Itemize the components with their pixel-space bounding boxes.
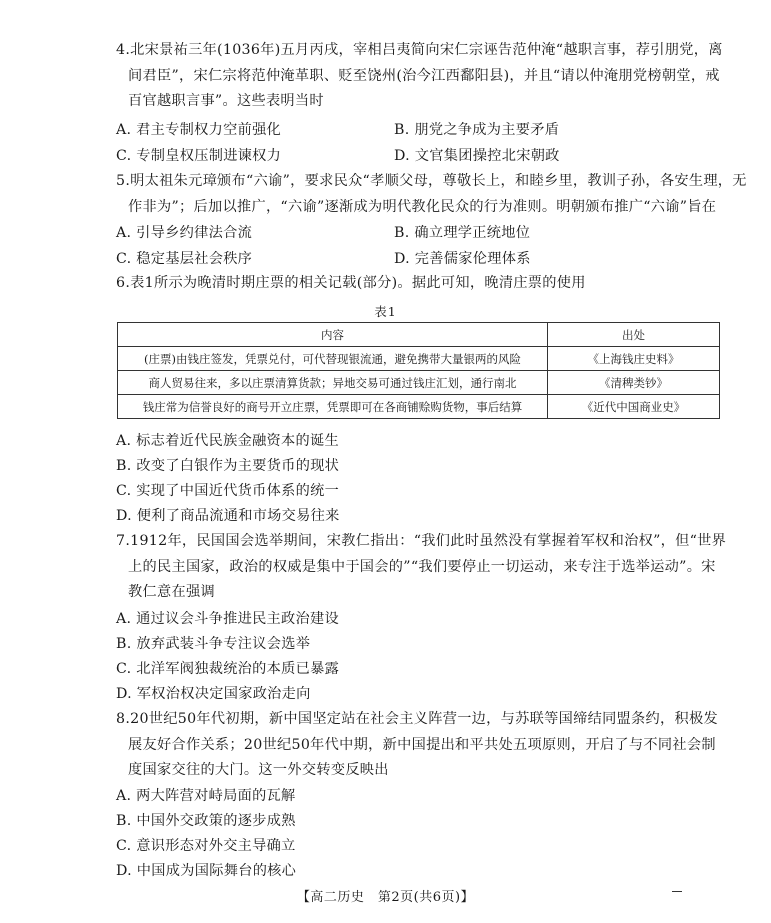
table-row [118, 347, 720, 371]
option-6c[interactable]: C. 实现了中国近代货币体系的统一 [116, 483, 340, 499]
option-7d[interactable]: D. 军权治权决定国家政治走向 [116, 686, 311, 702]
table-header-source: 出处 [548, 323, 720, 347]
table-header-row [118, 323, 720, 347]
table-cell-content: 商人贸易往来，多以庄票清算货款；异地交易可通过钱庄汇划，通行南北 [118, 371, 548, 395]
table-cell-content: 钱庄常为信誉良好的商号开立庄票，凭票即可在各商铺赊购货物，事后结算 [118, 395, 548, 419]
option-6d[interactable]: D. 便利了商品流通和市场交易往来 [116, 508, 340, 524]
option-5c[interactable]: C. 稳定基层社会秩序 [116, 251, 253, 267]
option-8d[interactable]: D. 中国成为国际舞台的核心 [116, 863, 297, 879]
option-5d[interactable]: D. 完善儒家伦理体系 [394, 251, 531, 267]
stem-line: 度国家交往的大门。这一外交转变反映出 [128, 762, 389, 778]
table-cell-source: 《上海钱庄史料》 [548, 347, 720, 371]
option-8c[interactable]: C. 意识形态对外交主导确立 [116, 838, 296, 854]
option-4a[interactable]: A. 君主专制权力空前强化 [116, 122, 282, 138]
option-7a[interactable]: A. 通过议会斗争推进民主政治建设 [116, 611, 339, 627]
stem-line: 8.20世纪50年代初期，新中国坚定站在社会主义阵营一边，与苏联等国缔结同盟条约，积极发 [116, 711, 718, 727]
stem-line: 7.1912年，民国国会选举期间，宋教仁指出：“我们此时虽然没有掌握着军权和治权”，但“世界 [116, 533, 727, 549]
option-6a[interactable]: A. 标志着近代民族金融资本的诞生 [116, 433, 339, 449]
table-row [118, 395, 720, 419]
option-7b[interactable]: B. 放弃武装斗争专注议会选举 [116, 636, 311, 652]
table-1 [117, 322, 720, 419]
table-cell-source: 《近代中国商业史》 [548, 395, 720, 419]
option-5b[interactable]: B. 确立理学正统地位 [394, 225, 531, 241]
option-4d[interactable]: D. 文官集团操控北宋朝政 [394, 148, 560, 164]
question-6-stem [116, 271, 676, 297]
stem-line: 间君臣”，宋仁宗将范仲淹革职、贬至饶州(治今江西鄱阳县)，并且“请以仲淹朋党榜朝堂，戒 [128, 67, 720, 84]
option-8b[interactable]: B. 中国外交政策的逐步成熟 [116, 813, 296, 829]
option-8a[interactable]: A. 两大阵营对峙局面的瓦解 [116, 788, 296, 804]
question-7-stem [116, 529, 727, 606]
table-cell-source: 《清稗类钞》 [548, 371, 720, 395]
option-7c[interactable]: C. 北洋军阀独裁统治的本质已暴露 [116, 661, 340, 677]
table-row [118, 371, 720, 395]
question-8-stem [116, 707, 718, 784]
option-5a[interactable]: A. 引导乡约律法合流 [116, 225, 253, 241]
option-4b[interactable]: B. 朋党之争成为主要矛盾 [394, 122, 560, 138]
table-cell-content: (庄票)由钱庄签发，凭票兑付，可代替现银流通，避免携带大量银两的风险 [118, 347, 548, 371]
stem-line: 5.明太祖朱元璋颁布“六谕”，要求民众“孝顺父母，尊敬长上，和睦乡里，教训子孙，各安生理，无 [116, 173, 747, 189]
stem-line: 展友好合作关系；20世纪50年代中期，新中国提出和平共处五项原则，开启了与不同社会制 [128, 736, 716, 753]
stem-line: 教仁意在强调 [128, 584, 215, 600]
stem-line: 上的民主国家，政治的权威是集中于国会的”“我们要停止一切运动，来专注于选举运动”。宋 [128, 558, 716, 575]
option-4c[interactable]: C. 专制皇权压制进谏权力 [116, 148, 282, 164]
question-4-stem [116, 38, 723, 115]
corner-mark [672, 891, 682, 892]
page-footer: 【高二历史 第2页(共6页)】 [296, 890, 475, 905]
question-5-stem [116, 169, 747, 220]
stem-line: 百官越职言事”。这些表明当时 [128, 93, 324, 109]
table-title: 表1 [374, 304, 397, 319]
stem-line: 4.北宋景祐三年(1036年)五月丙戌，宰相吕夷简向宋仁宗诬告范仲淹“越职言事，荐引朋党，离 [116, 42, 723, 58]
stem-line: 作非为”；后加以推广，“六谕”逐渐成为明代教化民众的行为准则。明朝颁布推广“六谕”旨在 [128, 198, 717, 215]
stem-line: 6.表1所示为晚清时期庄票的相关记载(部分)。据此可知，晚清庄票的使用 [116, 275, 586, 291]
option-6b[interactable]: B. 改变了白银作为主要货币的现状 [116, 458, 340, 474]
table-header-content: 内容 [118, 323, 548, 347]
